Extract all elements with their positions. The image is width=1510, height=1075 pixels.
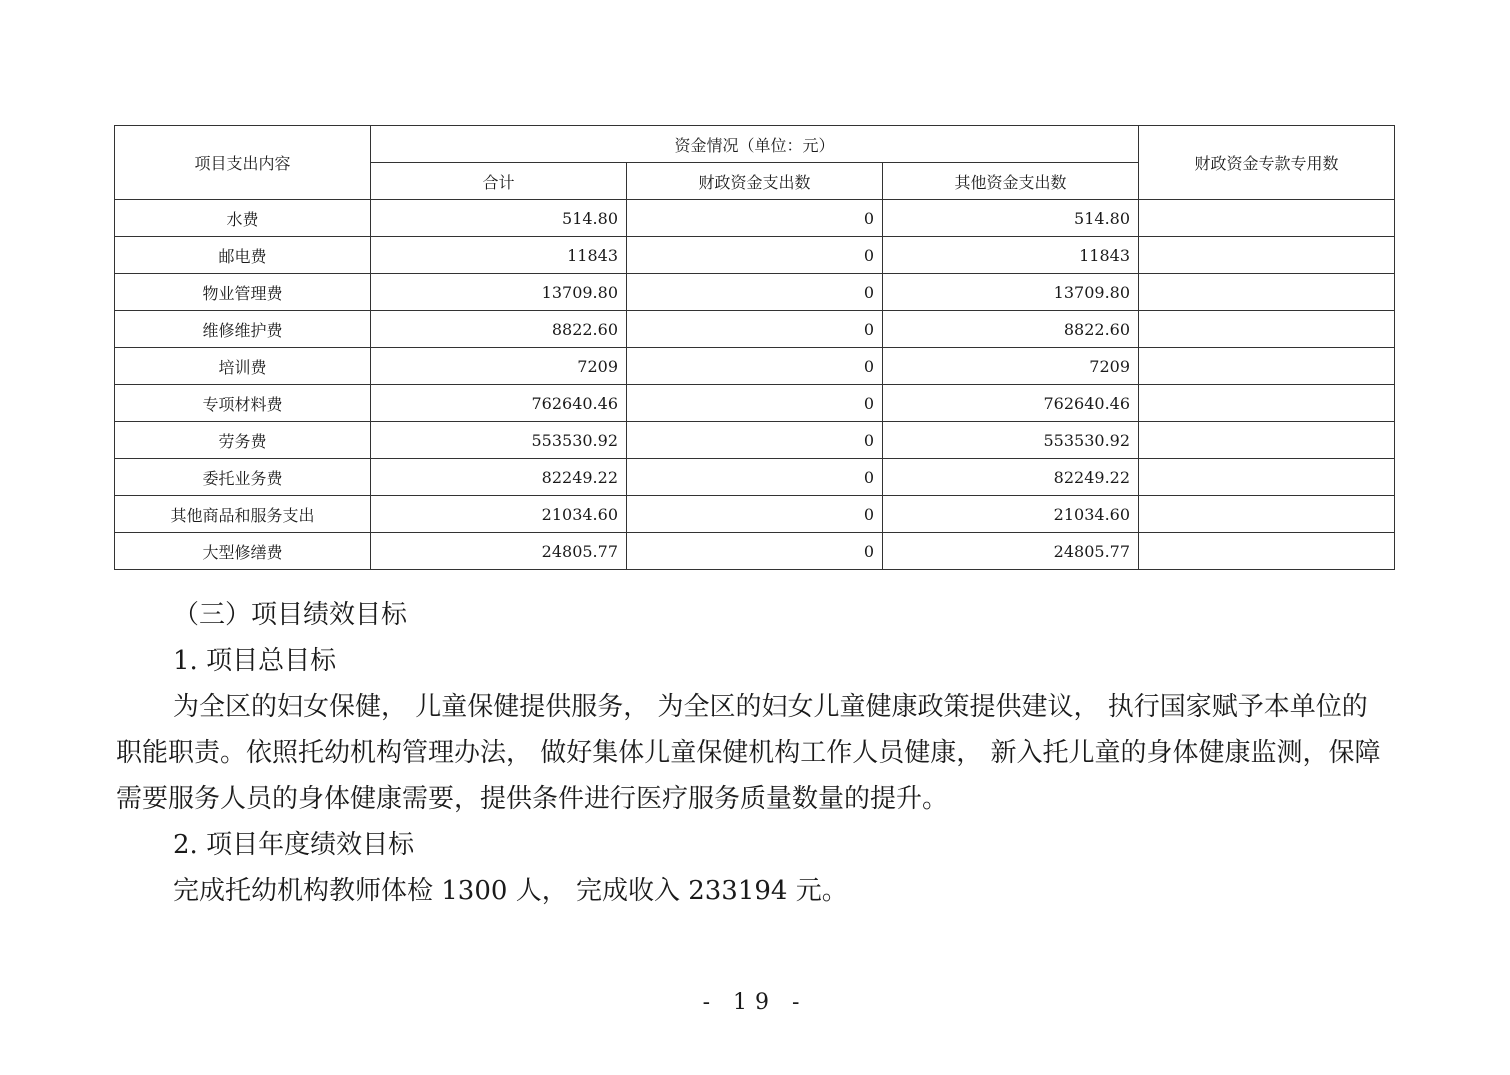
header-other: 其他资金支出数 — [883, 163, 1139, 200]
row-total-cell: 7209 — [371, 348, 627, 385]
row-total-cell: 82249.22 — [371, 459, 627, 496]
row-special-cell — [1139, 385, 1395, 422]
row-other-cell: 514.80 — [883, 200, 1139, 237]
page-number: - 19 - — [702, 990, 808, 1015]
row-other-cell: 13709.80 — [883, 274, 1139, 311]
header-funds-group: 资金情况（单位：元） — [371, 126, 1139, 163]
row-other-cell: 11843 — [883, 237, 1139, 274]
table-row — [115, 237, 1395, 274]
row-total-cell: 514.80 — [371, 200, 627, 237]
table-row — [115, 496, 1395, 533]
row-total-cell: 21034.60 — [371, 496, 627, 533]
row-total-cell: 762640.46 — [371, 385, 627, 422]
row-fiscal-cell: 0 — [627, 385, 883, 422]
table-body — [115, 200, 1395, 570]
row-name-cell: 邮电费 — [115, 237, 371, 274]
row-fiscal-cell: 0 — [627, 311, 883, 348]
budget-table — [114, 125, 1395, 570]
sub1-heading: 1. 项目总目标 — [173, 646, 337, 676]
row-other-cell: 762640.46 — [883, 385, 1139, 422]
row-fiscal-cell: 0 — [627, 200, 883, 237]
row-total-cell: 11843 — [371, 237, 627, 274]
row-name-cell: 委托业务费 — [115, 459, 371, 496]
sub1-paragraph: 为全区的妇女保健， 儿童保健提供服务， 为全区的妇女儿童健康政策提供建议， 执行国家赋予本单位的职能职责。依照托幼机构管理办法， 做好集体儿童保健机构工作人员健康， 新入托儿童的身体健康监测，保障需要服务人员的身体健康需要，提供条件进行医疗服务质量数量的提升。 — [116, 692, 1381, 814]
row-name-cell: 劳务费 — [115, 422, 371, 459]
row-fiscal-cell: 0 — [627, 533, 883, 570]
row-total-cell: 13709.80 — [371, 274, 627, 311]
row-total-cell: 24805.77 — [371, 533, 627, 570]
table-row — [115, 422, 1395, 459]
row-total-cell: 8822.60 — [371, 311, 627, 348]
row-special-cell — [1139, 533, 1395, 570]
row-fiscal-cell: 0 — [627, 237, 883, 274]
section-heading: （三）项目绩效目标 — [173, 600, 408, 630]
header-row-1 — [115, 126, 1395, 163]
table-row — [115, 533, 1395, 570]
row-fiscal-cell: 0 — [627, 496, 883, 533]
row-name-cell: 维修维护费 — [115, 311, 371, 348]
row-special-cell — [1139, 422, 1395, 459]
table-row — [115, 311, 1395, 348]
row-name-cell: 培训费 — [115, 348, 371, 385]
header-special: 财政资金专款专用数 — [1139, 126, 1395, 200]
row-other-cell: 21034.60 — [883, 496, 1139, 533]
table-row — [115, 200, 1395, 237]
row-other-cell: 24805.77 — [883, 533, 1139, 570]
row-special-cell — [1139, 237, 1395, 274]
table-row — [115, 348, 1395, 385]
row-special-cell — [1139, 348, 1395, 385]
row-fiscal-cell: 0 — [627, 348, 883, 385]
header-item: 项目支出内容 — [115, 126, 371, 200]
row-fiscal-cell: 0 — [627, 422, 883, 459]
row-other-cell: 8822.60 — [883, 311, 1139, 348]
document-body — [116, 592, 1386, 914]
table-row — [115, 385, 1395, 422]
row-name-cell: 大型修缮费 — [115, 533, 371, 570]
row-other-cell: 82249.22 — [883, 459, 1139, 496]
row-name-cell: 其他商品和服务支出 — [115, 496, 371, 533]
row-total-cell: 553530.92 — [371, 422, 627, 459]
header-fiscal: 财政资金支出数 — [627, 163, 883, 200]
row-fiscal-cell: 0 — [627, 459, 883, 496]
header-total: 合计 — [371, 163, 627, 200]
table-row — [115, 459, 1395, 496]
row-special-cell — [1139, 200, 1395, 237]
row-fiscal-cell: 0 — [627, 274, 883, 311]
row-name-cell: 水费 — [115, 200, 371, 237]
row-other-cell: 553530.92 — [883, 422, 1139, 459]
row-other-cell: 7209 — [883, 348, 1139, 385]
row-special-cell — [1139, 459, 1395, 496]
sub2-heading: 2. 项目年度绩效目标 — [173, 830, 415, 860]
row-special-cell — [1139, 274, 1395, 311]
row-name-cell: 物业管理费 — [115, 274, 371, 311]
row-name-cell: 专项材料费 — [115, 385, 371, 422]
table-row — [115, 274, 1395, 311]
row-special-cell — [1139, 311, 1395, 348]
row-special-cell — [1139, 496, 1395, 533]
sub2-paragraph: 完成托幼机构教师体检 1300 人， 完成收入 233194 元。 — [173, 876, 848, 906]
